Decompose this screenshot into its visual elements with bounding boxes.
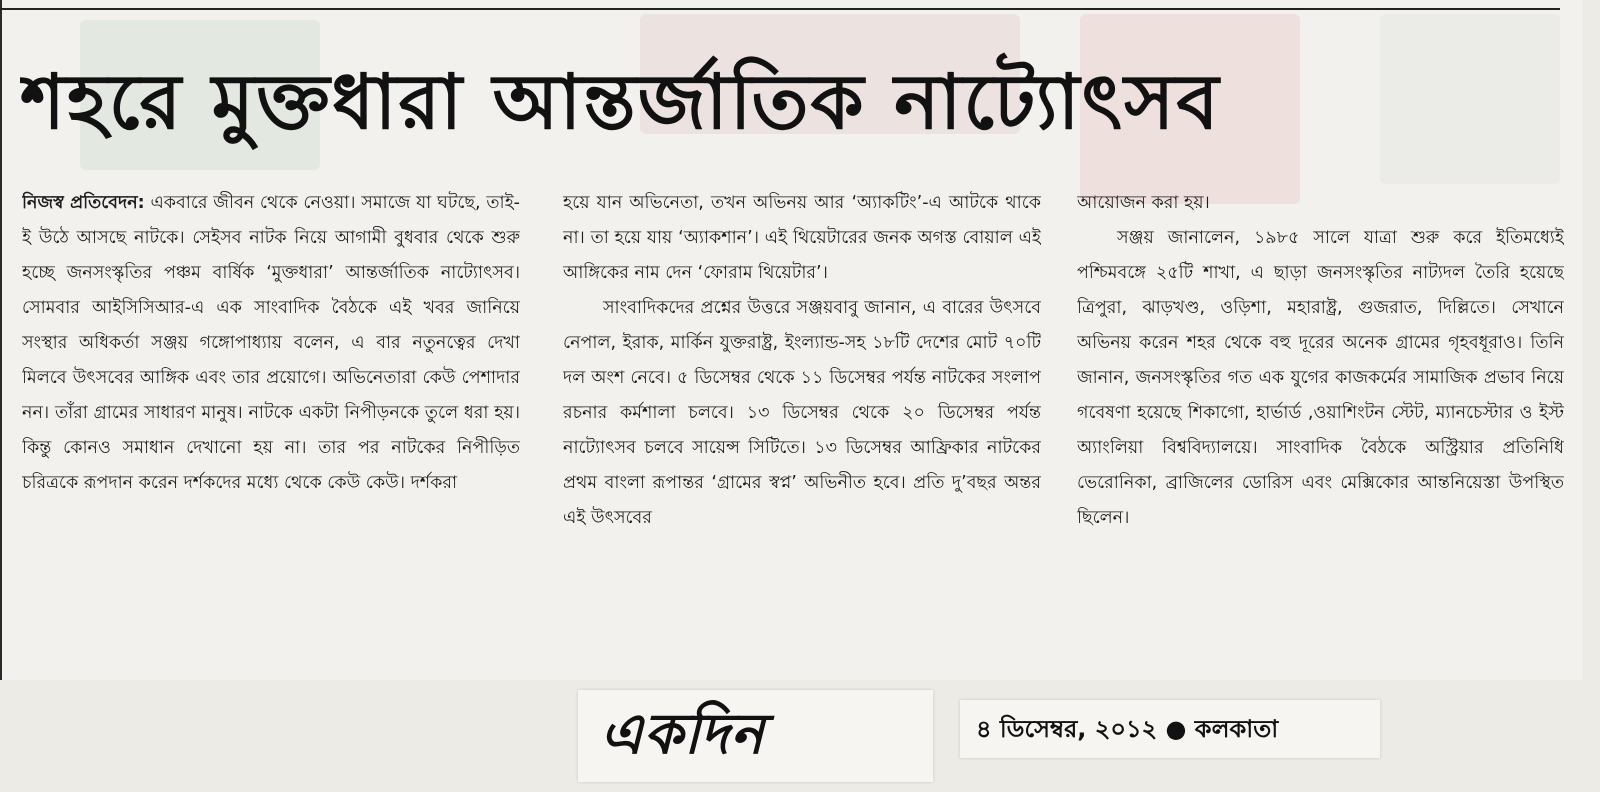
- article-paragraph: সঞ্জয় জানালেন, ১৯৮৫ সালে যাত্রা শুরু করে ইতিমধ্যেই পশ্চিমবঙ্গে ২৫টি শাখা, এ ছাড়া জনসংস্কৃতির নাট্যদল তৈরি হয়েছে ত্রিপুরা, ঝাড়খণ্ড, ওড়িশা, মহারাষ্ট্র, গুজরাত, দিল্লিতে। সেখানে অভিনয় করেন শহর থেকে বহু দূরের অনেক গ্রামের গৃহবধূরাও। তিনি জানান, জনসংস্কৃতির গত এক যুগের কাজকর্মের সামাজিক প্রভাব নিয়ে গবেষণা হয়েছে শিকাগো, হার্ভার্ড ,ওয়াশিংটন স্টেট, ম্যানচেস্টার ও ইস্ট অ্যাংলিয়া বিশ্ববিদ্যালয়ে। সাংবাদিক বৈঠকে অস্ট্রিয়ার প্রতিনিধি ভেরোনিকা, ব্রাজিলের ডোরিস এবং মেক্সিকোর আন্তনিয়েস্তা উপস্থিত ছিলেন।: [1077, 228, 1564, 528]
- article-text: একবারে জীবন থেকে নেওয়া। সমাজে যা ঘটছে, তাই-ই উঠে আসছে নাটকে। সেইসব নাটক নিয়ে আগামী বুধবার থেকে শুরু হচ্ছে জনসংস্কৃতির পঞ্চম বার্ষিক ‘মুক্তধারা’ আন্তর্জাতিক নাট্যোৎসব। সোমবার আইসিসিআর-এ এক সাংবাদিক বৈঠকে এই খবর জানিয়ে সংস্থার অধিকর্তা সঞ্জয় গঙ্গোপাধ্যায় বলেন, এ বার নতুনত্বের দেখা মিলবে উৎসবের আঙ্গিক এবং তার প্রয়োগে। অভিনেতারা কেউ পেশাদার নন। তাঁরা গ্রামের সাধারণ মানুষ। নাটকে একটা নিপীড়নকে তুলে ধরা হয়। কিন্তু কোনও সমাধান দেখানো হয় না। তার পর নাটকের নিপীড়িত চরিত্রকে রূপদান করেন দর্শকদের মধ্যে থেকে কেউ কেউ। দর্শকরা: [22, 193, 520, 493]
- newspaper-masthead: একদিন: [600, 702, 765, 767]
- dateline: ৪ ডিসেম্বর, ২০১২ ● কলকাতা: [976, 715, 1279, 743]
- article-paragraph: সাংবাদিকদের প্রশ্নের উত্তরে সঞ্জয়বাবু জানান, এ বারের উৎসবে নেপাল, ইরাক, মার্কিন যুক্তরাষ্ট্র, ইংল্যান্ড-সহ ১৮টি দেশের মোট ৭০টি দল অংশ নেবে। ৫ ডিসেম্বর থেকে ১১ ডিসেম্বর পর্যন্ত নাটকের সংলাপ রচনার কর্মশালা চলবে। ১৩ ডিসেম্বর থেকে ২০ ডিসেম্বর পর্যন্ত নাট্যোৎসব চলবে সায়েন্স সিটিতে। ১৩ ডিসেম্বর আফ্রিকার নাটকের প্রথম বাংলা রূপান্তর ‘গ্রামের স্বপ্ন’ অভিনীত হবে। প্রতি দু’বছর অন্তর এই উৎসবের: [563, 298, 1041, 528]
- article-column-2: [563, 186, 1041, 670]
- byline: নিজস্ব প্রতিবেদন:: [22, 193, 145, 213]
- article-column-1: [22, 186, 520, 670]
- article-paragraph: হয়ে যান অভিনেতা, তখন অভিনয় আর ‘অ্যাকটিং’-এ আটকে থাকে না। তা হয়ে যায় ‘অ্যাকশান’। এই থিয়েটারের জনক অগস্ত বোয়াল এই আঙ্গিকের নাম দেন ‘ফোরাম থিয়েটার’।: [563, 193, 1041, 283]
- article-paragraph: [22, 186, 520, 501]
- headline: শহরে মুক্তধারা আন্তর্জাতিক নাট্যোৎসব: [20, 57, 1221, 146]
- article-column-3: [1077, 186, 1564, 670]
- top-rule: [0, 8, 1560, 10]
- article-paragraph: আয়োজন করা হয়।: [1077, 193, 1210, 213]
